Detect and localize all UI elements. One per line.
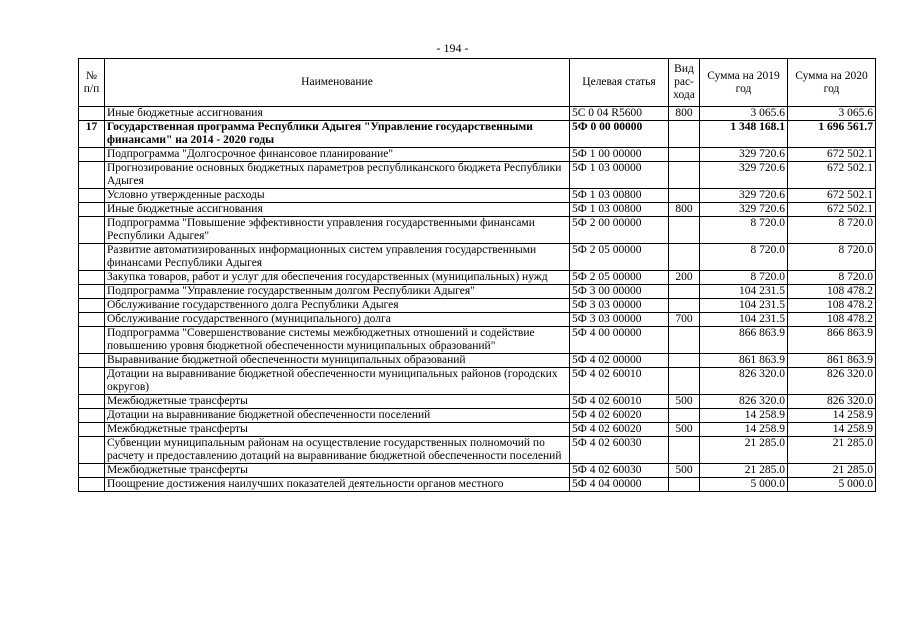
row-name: Поощрение достижения наилучших показателей деятельности органов местного: [105, 478, 570, 492]
row-sum-2020: 672 502.1: [788, 148, 876, 162]
row-target-article: 5Ф 3 03 00000: [570, 313, 669, 327]
row-number: [79, 271, 105, 285]
row-sum-2020: 8 720.0: [788, 244, 876, 271]
table-row: [79, 107, 876, 121]
row-sum-2019: 1 348 168.1: [700, 121, 788, 148]
header-type: Вид рас-хода: [669, 59, 700, 107]
header-code: Целевая статья: [570, 59, 669, 107]
row-target-article: 5Ф 4 02 60030: [570, 437, 669, 464]
row-target-article: 5Ф 4 02 00000: [570, 354, 669, 368]
row-name: Обслуживание государственного долга Республики Адыгея: [105, 299, 570, 313]
row-sum-2020: 5 000.0: [788, 478, 876, 492]
row-expense-type: 200: [669, 271, 700, 285]
row-number: [79, 107, 105, 121]
budget-table: [78, 58, 876, 492]
row-sum-2020: 14 258.9: [788, 423, 876, 437]
row-sum-2019: 329 720.6: [700, 189, 788, 203]
table-row: [79, 285, 876, 299]
table-row: [79, 189, 876, 203]
row-expense-type: [669, 148, 700, 162]
table-row: [79, 271, 876, 285]
row-expense-type: [669, 478, 700, 492]
table-row: [79, 217, 876, 244]
row-number: [79, 313, 105, 327]
header-num: № п/п: [79, 59, 105, 107]
row-expense-type: [669, 437, 700, 464]
row-name: Подпрограмма "Совершенствование системы межбюджетных отношений и содействие повышению уровня бюджетной обеспеченности муниципальных образований": [105, 327, 570, 354]
row-name: Условно утвержденные расходы: [105, 189, 570, 203]
row-target-article: 5Ф 4 04 00000: [570, 478, 669, 492]
row-number: [79, 203, 105, 217]
row-target-article: 5С 0 04 R5600: [570, 107, 669, 121]
row-name: Межбюджетные трансферты: [105, 423, 570, 437]
row-sum-2019: 826 320.0: [700, 368, 788, 395]
header-name: Наименование: [105, 59, 570, 107]
row-sum-2019: 8 720.0: [700, 244, 788, 271]
row-name: Прогнозирование основных бюджетных параметров республиканского бюджета Республики Адыгея: [105, 162, 570, 189]
row-number: [79, 244, 105, 271]
header-sum-2020: Сумма на 2020 год: [788, 59, 876, 107]
row-number: [79, 285, 105, 299]
row-expense-type: 700: [669, 313, 700, 327]
row-name: Иные бюджетные ассигнования: [105, 107, 570, 121]
row-name: Субвенции муниципальным районам на осуществление государственных полномочий по расчету и предоставлению дотаций на выравнивание бюджетной обеспеченности поселений: [105, 437, 570, 464]
row-expense-type: 800: [669, 107, 700, 121]
header-sum-2019: Сумма на 2019 год: [700, 59, 788, 107]
row-sum-2019: 866 863.9: [700, 327, 788, 354]
row-sum-2020: 108 478.2: [788, 285, 876, 299]
row-sum-2019: 104 231.5: [700, 299, 788, 313]
row-name: Государственная программа Республики Адыгея "Управление государственными финансами" на 2014 - 2020 годы: [105, 121, 570, 148]
row-target-article: 5Ф 4 02 60010: [570, 395, 669, 409]
row-expense-type: [669, 285, 700, 299]
row-expense-type: [669, 409, 700, 423]
row-name: Закупка товаров, работ и услуг для обеспечения государственных (муниципальных) нужд: [105, 271, 570, 285]
row-sum-2019: 8 720.0: [700, 217, 788, 244]
table-row: [79, 327, 876, 354]
row-number: [79, 299, 105, 313]
row-target-article: 5Ф 1 03 00000: [570, 162, 669, 189]
row-sum-2020: 8 720.0: [788, 271, 876, 285]
row-name: Дотации на выравнивание бюджетной обеспеченности муниципальных районов (городских округов): [105, 368, 570, 395]
row-name: Межбюджетные трансферты: [105, 395, 570, 409]
row-expense-type: [669, 244, 700, 271]
row-sum-2020: 861 863.9: [788, 354, 876, 368]
row-number: [79, 478, 105, 492]
table-row: [79, 121, 876, 148]
row-sum-2019: 3 065.6: [700, 107, 788, 121]
row-number: 17: [79, 121, 105, 148]
table-row: [79, 395, 876, 409]
row-name: Иные бюджетные ассигнования: [105, 203, 570, 217]
row-target-article: 5Ф 1 00 00000: [570, 148, 669, 162]
row-sum-2020: 108 478.2: [788, 313, 876, 327]
row-sum-2019: 21 285.0: [700, 437, 788, 464]
table-row: [79, 148, 876, 162]
row-sum-2020: 8 720.0: [788, 217, 876, 244]
row-sum-2020: 14 258.9: [788, 409, 876, 423]
row-sum-2019: 14 258.9: [700, 423, 788, 437]
row-number: [79, 217, 105, 244]
row-expense-type: 500: [669, 464, 700, 478]
row-number: [79, 162, 105, 189]
row-sum-2019: 104 231.5: [700, 313, 788, 327]
row-target-article: 5Ф 4 00 00000: [570, 327, 669, 354]
row-target-article: 5Ф 3 00 00000: [570, 285, 669, 299]
row-name: Межбюджетные трансферты: [105, 464, 570, 478]
row-expense-type: [669, 217, 700, 244]
row-expense-type: [669, 354, 700, 368]
row-name: Подпрограмма "Повышение эффективности управления государственными финансами Республики Адыгея": [105, 217, 570, 244]
table-row: [79, 464, 876, 478]
row-number: [79, 189, 105, 203]
row-name: Выравнивание бюджетной обеспеченности муниципальных образований: [105, 354, 570, 368]
table-row: [79, 368, 876, 395]
row-target-article: 5Ф 4 02 60020: [570, 423, 669, 437]
row-target-article: 5Ф 4 02 60030: [570, 464, 669, 478]
row-number: [79, 327, 105, 354]
row-sum-2019: 21 285.0: [700, 464, 788, 478]
row-number: [79, 148, 105, 162]
row-name: Подпрограмма "Долгосрочное финансовое планирование": [105, 148, 570, 162]
row-sum-2020: 672 502.1: [788, 162, 876, 189]
table-row: [79, 437, 876, 464]
row-target-article: 5Ф 1 03 00800: [570, 203, 669, 217]
row-number: [79, 437, 105, 464]
row-number: [79, 464, 105, 478]
table-row: [79, 299, 876, 313]
row-sum-2019: 5 000.0: [700, 478, 788, 492]
row-expense-type: 500: [669, 395, 700, 409]
row-target-article: 5Ф 4 02 60010: [570, 368, 669, 395]
table-row: [79, 203, 876, 217]
row-sum-2019: 329 720.6: [700, 203, 788, 217]
row-number: [79, 395, 105, 409]
row-expense-type: [669, 368, 700, 395]
row-target-article: 5Ф 4 02 60020: [570, 409, 669, 423]
row-expense-type: [669, 121, 700, 148]
row-expense-type: 800: [669, 203, 700, 217]
row-sum-2020: 672 502.1: [788, 203, 876, 217]
row-number: [79, 368, 105, 395]
row-sum-2020: 108 478.2: [788, 299, 876, 313]
row-sum-2020: 826 320.0: [788, 368, 876, 395]
row-expense-type: [669, 299, 700, 313]
row-number: [79, 423, 105, 437]
row-target-article: 5Ф 2 00 00000: [570, 217, 669, 244]
row-sum-2020: 672 502.1: [788, 189, 876, 203]
row-number: [79, 354, 105, 368]
row-sum-2019: 104 231.5: [700, 285, 788, 299]
table-row: [79, 423, 876, 437]
row-sum-2020: 1 696 561.7: [788, 121, 876, 148]
table-row: [79, 409, 876, 423]
row-expense-type: [669, 162, 700, 189]
row-sum-2019: 8 720.0: [700, 271, 788, 285]
row-name: Дотации на выравнивание бюджетной обеспеченности поселений: [105, 409, 570, 423]
row-target-article: 5Ф 2 05 00000: [570, 271, 669, 285]
row-target-article: 5Ф 3 03 00000: [570, 299, 669, 313]
row-sum-2019: 14 258.9: [700, 409, 788, 423]
row-name: Обслуживание государственного (муниципального) долга: [105, 313, 570, 327]
row-sum-2019: 329 720.6: [700, 162, 788, 189]
row-number: [79, 409, 105, 423]
row-target-article: 5Ф 0 00 00000: [570, 121, 669, 148]
row-name: Подпрограмма "Управление государственным долгом Республики Адыгея": [105, 285, 570, 299]
row-expense-type: 500: [669, 423, 700, 437]
table-row: [79, 313, 876, 327]
table-row: [79, 478, 876, 492]
row-sum-2020: 21 285.0: [788, 437, 876, 464]
row-sum-2020: 866 863.9: [788, 327, 876, 354]
row-sum-2019: 329 720.6: [700, 148, 788, 162]
row-sum-2020: 3 065.6: [788, 107, 876, 121]
row-expense-type: [669, 189, 700, 203]
row-target-article: 5Ф 1 03 00800: [570, 189, 669, 203]
row-target-article: 5Ф 2 05 00000: [570, 244, 669, 271]
row-sum-2020: 826 320.0: [788, 395, 876, 409]
row-sum-2019: 826 320.0: [700, 395, 788, 409]
row-name: Развитие автоматизированных информационных систем управления государственными финансами Республики Адыгея: [105, 244, 570, 271]
page-number: - 194 -: [436, 41, 469, 55]
table-row: [79, 244, 876, 271]
table-row: [79, 354, 876, 368]
table-row: [79, 162, 876, 189]
row-expense-type: [669, 327, 700, 354]
row-sum-2019: 861 863.9: [700, 354, 788, 368]
row-sum-2020: 21 285.0: [788, 464, 876, 478]
table-header-row: [79, 59, 876, 107]
